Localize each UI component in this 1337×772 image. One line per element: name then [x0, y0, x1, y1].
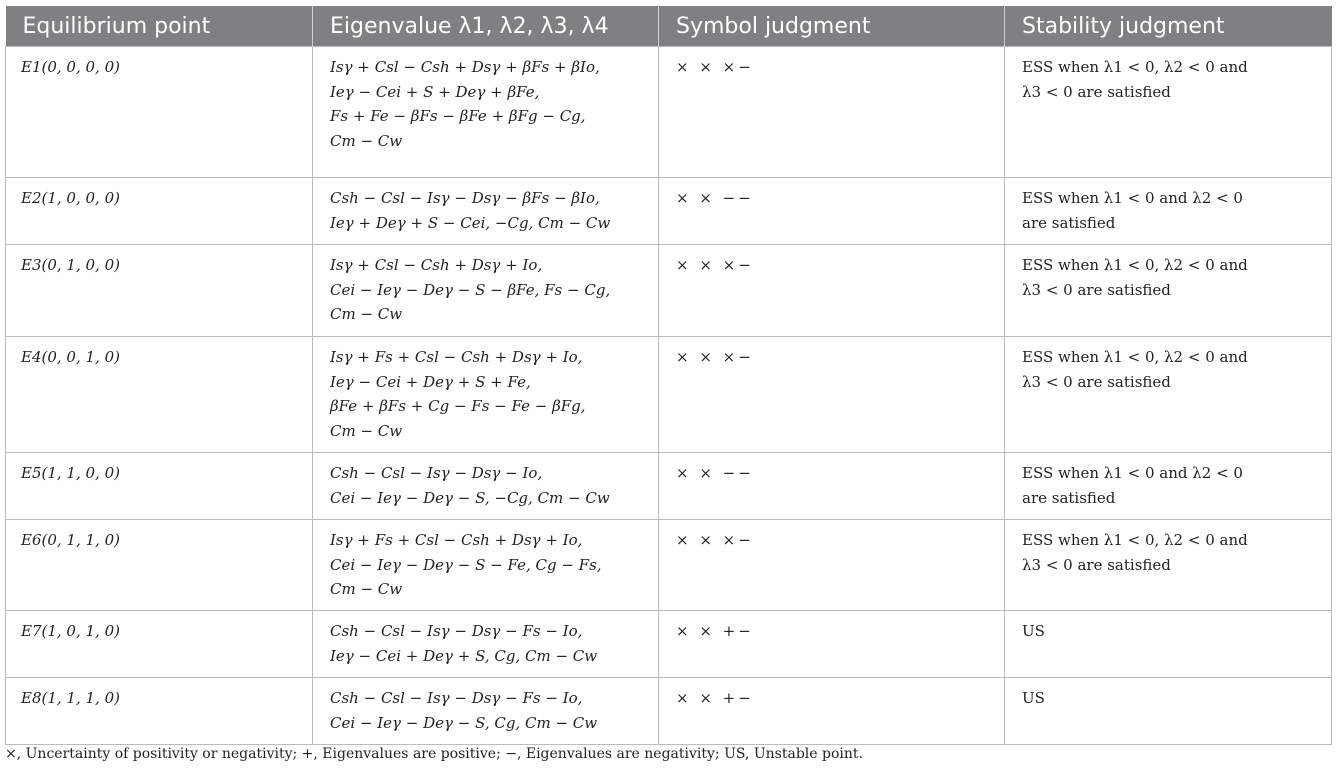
stability-line: ESS when λ1 < 0 and λ2 < 0	[1022, 464, 1243, 482]
stability-line: are satisfied	[1022, 488, 1116, 507]
symbol-judgment	[659, 337, 1005, 453]
table-row	[6, 178, 1332, 245]
table-row	[6, 453, 1332, 520]
table-row	[6, 337, 1332, 453]
symbol-judgment	[659, 611, 1005, 678]
eigen-line: βFe + βFs + Cg − Fs − Fe − βFg,	[330, 397, 586, 415]
stability-judgment	[1005, 245, 1332, 337]
eigen-line: Ieγ − Cei + Deγ + S + Fe,	[330, 372, 531, 391]
eigenvalues	[313, 47, 659, 178]
eigen-line: Isγ + Fs + Csl − Csh + Dsγ + Io,	[330, 531, 583, 549]
table-footnote: ×, Uncertainty of positivity or negativity; +, Eigenvalues are positive; −, Eigenvalues are negativity; US, Unstable point.	[5, 746, 863, 762]
symbol-value: × × +−	[676, 622, 754, 640]
eigen-line: Isγ + Fs + Csl − Csh + Dsγ + Io,	[330, 348, 583, 366]
equilibrium-point: E8(1, 1, 1, 0)	[6, 678, 313, 745]
eigenvalues	[313, 611, 659, 678]
equilibrium-point: E6(0, 1, 1, 0)	[6, 520, 313, 611]
table-row	[6, 611, 1332, 678]
stability-line: US	[1022, 689, 1045, 707]
eigen-line: Csh − Csl − Isγ − Dsγ − βFs − βIo,	[330, 189, 600, 207]
eigen-line: Fs + Fe − βFs − βFe + βFg − Cg,	[330, 107, 586, 125]
table-row	[6, 678, 1332, 745]
eigenvalues	[313, 245, 659, 337]
stability-judgment	[1005, 678, 1332, 745]
symbol-value: × × −−	[676, 189, 754, 207]
equilibrium-point: E1(0, 0, 0, 0)	[6, 47, 313, 178]
eigenvalues	[313, 520, 659, 611]
equilibrium-point: E4(0, 0, 1, 0)	[6, 337, 313, 453]
stability-line: λ3 < 0 are satisfied	[1022, 555, 1171, 574]
symbol-judgment	[659, 178, 1005, 245]
symbol-judgment	[659, 47, 1005, 178]
stability-line: are satisfied	[1022, 213, 1116, 232]
symbol-value: × × +−	[676, 689, 754, 707]
stability-line: US	[1022, 622, 1045, 640]
equilibrium-point: E2(1, 0, 0, 0)	[6, 178, 313, 245]
symbol-judgment	[659, 453, 1005, 520]
eigen-line: Cei − Ieγ − Deγ − S, −Cg, Cm − Cw	[330, 488, 610, 507]
stability-line: ESS when λ1 < 0, λ2 < 0 and	[1022, 348, 1248, 366]
header-equilibrium-point: Equilibrium point	[6, 6, 313, 47]
header-row	[6, 6, 1332, 47]
header-stability-judgment: Stability judgment	[1005, 6, 1332, 47]
stability-judgment	[1005, 337, 1332, 453]
eigen-line: Isγ + Csl − Csh + Dsγ + βFs + βIo,	[330, 58, 600, 76]
eigen-line: Csh − Csl − Isγ − Dsγ − Fs − Io,	[330, 689, 583, 707]
eigen-line: Cm − Cw	[330, 421, 403, 440]
eigen-line: Cei − Ieγ − Deγ − S − βFe, Fs − Cg,	[330, 280, 611, 299]
eigen-line: Isγ + Csl − Csh + Dsγ + Io,	[330, 256, 543, 274]
eigen-line: Ieγ + Deγ + S − Cei, −Cg, Cm − Cw	[330, 213, 611, 232]
eigen-line: Ieγ − Cei + S + Deγ + βFe,	[330, 82, 540, 101]
header-eigenvalue: Eigenvalue λ1, λ2, λ3, λ4	[313, 6, 659, 47]
symbol-value: × × ×−	[676, 58, 754, 76]
eigenvalues	[313, 337, 659, 453]
stability-line: λ3 < 0 are satisfied	[1022, 82, 1171, 101]
stability-line: λ3 < 0 are satisfied	[1022, 372, 1171, 391]
symbol-value: × × ×−	[676, 256, 754, 274]
eigen-line: Cm − Cw	[330, 131, 403, 150]
eigen-line: Cm − Cw	[330, 580, 403, 598]
stability-line: ESS when λ1 < 0, λ2 < 0 and	[1022, 256, 1248, 274]
stability-table	[5, 6, 1332, 745]
table-row	[6, 520, 1332, 611]
eigen-line: Cei − Ieγ − Deγ − S, Cg, Cm − Cw	[330, 713, 598, 732]
equilibrium-point: E5(1, 1, 0, 0)	[6, 453, 313, 520]
stability-judgment	[1005, 178, 1332, 245]
table-row	[6, 245, 1332, 337]
stability-judgment	[1005, 453, 1332, 520]
eigen-line: Cei − Ieγ − Deγ − S − Fe, Cg − Fs,	[330, 555, 602, 574]
eigen-line: Cm − Cw	[330, 305, 403, 323]
eigenvalues	[313, 178, 659, 245]
stability-line: λ3 < 0 are satisfied	[1022, 280, 1171, 299]
eigen-line: Csh − Csl − Isγ − Dsγ − Fs − Io,	[330, 622, 583, 640]
symbol-judgment	[659, 245, 1005, 337]
eigen-line: Csh − Csl − Isγ − Dsγ − Io,	[330, 464, 543, 482]
symbol-value: × × −−	[676, 464, 754, 482]
stability-line: ESS when λ1 < 0, λ2 < 0 and	[1022, 531, 1248, 549]
symbol-judgment	[659, 678, 1005, 745]
equilibrium-point: E3(0, 1, 0, 0)	[6, 245, 313, 337]
stability-judgment	[1005, 520, 1332, 611]
stability-judgment	[1005, 611, 1332, 678]
equilibrium-point: E7(1, 0, 1, 0)	[6, 611, 313, 678]
symbol-value: × × ×−	[676, 348, 754, 366]
stability-line: ESS when λ1 < 0, λ2 < 0 and	[1022, 58, 1248, 76]
symbol-judgment	[659, 520, 1005, 611]
stability-line: ESS when λ1 < 0 and λ2 < 0	[1022, 189, 1243, 207]
eigenvalues	[313, 678, 659, 745]
eigenvalues	[313, 453, 659, 520]
stability-judgment	[1005, 47, 1332, 178]
eigen-line: Ieγ − Cei + Deγ + S, Cg, Cm − Cw	[330, 646, 598, 665]
symbol-value: × × ×−	[676, 531, 754, 549]
header-symbol-judgment: Symbol judgment	[659, 6, 1005, 47]
table-row	[6, 47, 1332, 178]
